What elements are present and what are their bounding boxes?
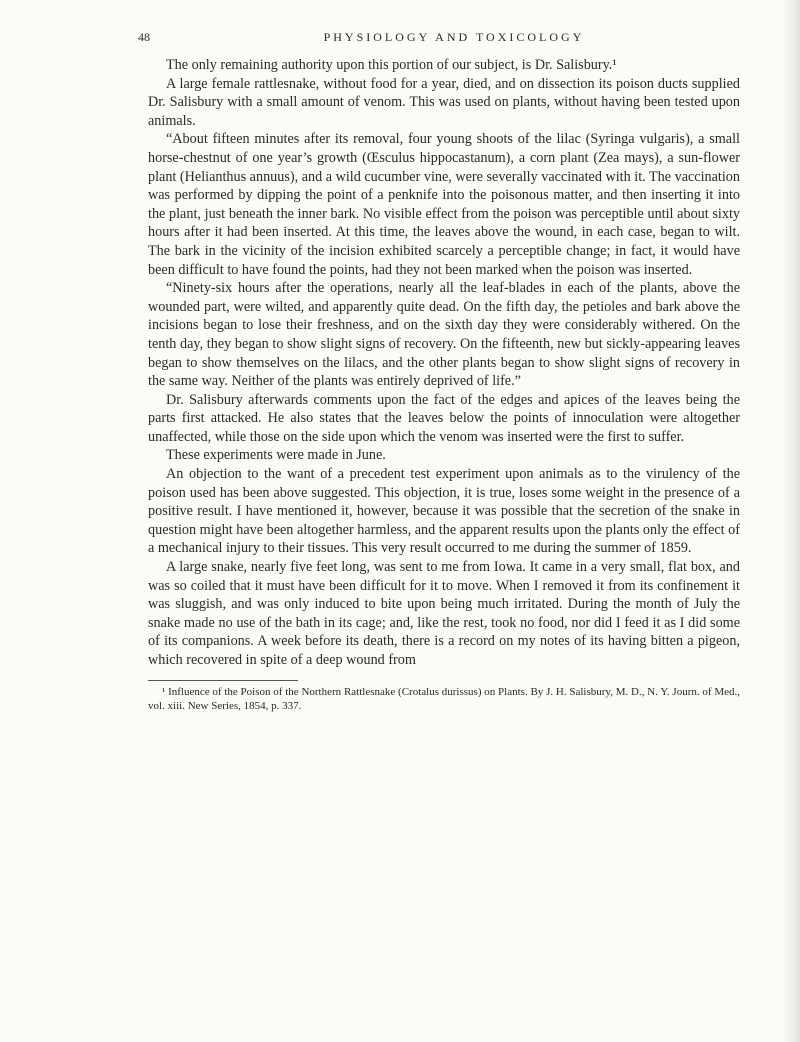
paragraph: An objection to the want of a precedent test experiment upon animals as to the virulency of the poison used has been above suggested. This objection, it is true, loses some weight in the presence of a positive result. I have mentioned it, however, because it was possible that the secretion of the snake in question might have been altogether harmless, and the apparent results upon the plants only the effect of a mechanical injury to their tissues. This very result occurred to me during the summer of 1859. [148, 466, 740, 557]
page-edge-shadow [782, 0, 800, 1042]
paragraph: “About fifteen minutes after its removal, four young shoots of the lilac (Syringa vulgaris), a small horse-chestnut of one year’s growth (Œsculus hippocastanum), a corn plant (Zea mays), a sun-flower plant (Helianthus annuus), and a wild cucumber vine, were severally vaccinated with it. The vaccination was performed by dipping the point of a penknife into the poisonous matter, and then inserting it into the plant, just beneath the inner bark. No visible effect from the poison was perceptible until about sixty hours after it had been inserted. At this time, the leaves above the wound, in each case, began to wilt. The bark in the vicinity of the incision exhibited scarcely a perceptible change; in fact, it would have been difficult to have found the points, had they not been marked when the poison was inserted. [148, 131, 740, 278]
running-title: PHYSIOLOGY AND TOXICOLOGY [323, 30, 585, 44]
footnote-divider [148, 680, 298, 681]
paragraph: A large snake, nearly five feet long, was sent to me from Iowa. It came in a very small, flat box, and was so coiled that it must have been difficult for it to move. When I removed it from its confinement it was sluggish, and was only induced to bite upon being much irritated. During the month of July the snake made no use of the bath in its cage; and, like the rest, took no food, nor did I feed it as I did some of its companions. A week before its death, there is a record on my notes of its having bitten a pigeon, which recovered in spite of a deep wound from [148, 559, 740, 668]
paragraph: These experiments were made in June. [166, 447, 386, 464]
page-number: 48 [138, 30, 150, 44]
footnote: ¹ Influence of the Poison of the Northern Rattlesnake (Crotalus durissus) on Plants. By J. H. Salisbury, M. D., N. Y. Journ. of Med., vol. xiii. New Series, 1854, p. 337. [148, 685, 740, 712]
paragraph: A large female rattlesnake, without food for a year, died, and on dissection its poison ducts supplied Dr. Salisbury with a small amount of venom. This was used on plants, without having been tested upon animals. [148, 75, 740, 129]
body-text [148, 56, 740, 670]
page-header [138, 30, 740, 56]
paragraph: Dr. Salisbury afterwards comments upon the fact of the edges and apices of the leaves being the parts first attacked. He also states that the leaves below the points of innoculation were altogether unaffected, while those on the side upon which the venom was inserted were the first to suffer. [148, 391, 740, 445]
paragraph: “Ninety-six hours after the operations, nearly all the leaf-blades in each of the plants, above the wounded part, were wilted, and apparently quite dead. On the fifth day, the petioles and bark above the incisions began to lose their freshness, and on the sixth day they were considerably withered. On the tenth day, they began to show slight signs of recovery. On the fifteenth, new but sickly-appearing leaves began to show themselves on the lilacs, and the other plants began to show slight signs of recovery in the same way. Neither of the plants was entirely deprived of life.” [148, 280, 740, 390]
paragraph: The only remaining authority upon this portion of our subject, is Dr. Salisbury.¹ [166, 57, 617, 73]
